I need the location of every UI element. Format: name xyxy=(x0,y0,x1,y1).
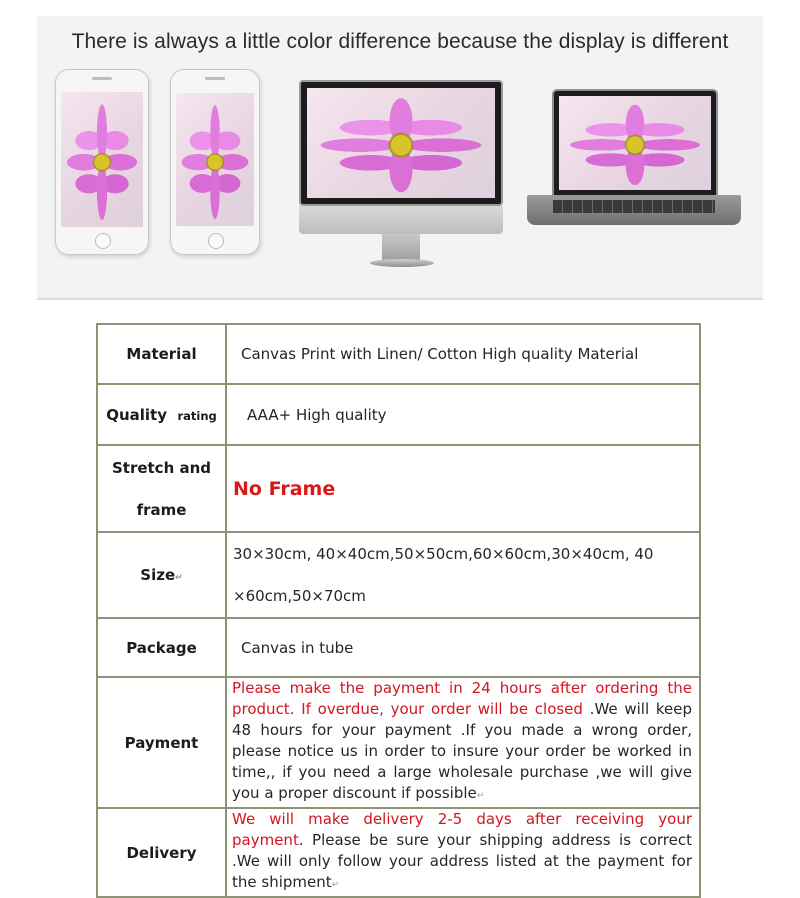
phone-speaker xyxy=(205,77,225,80)
stretch-label-line1: Stretch and xyxy=(111,458,212,477)
monitor-foot xyxy=(370,259,434,267)
size-label-cell xyxy=(97,532,226,618)
return-mark: ↵ xyxy=(331,880,340,890)
phone-front-image xyxy=(55,69,149,255)
quality-label-small: rating xyxy=(177,408,217,423)
spec-row-material xyxy=(97,324,700,384)
return-mark: ↵ xyxy=(175,573,183,583)
quality-value: AAA+ High quality xyxy=(226,384,700,445)
monitor-stand xyxy=(382,234,420,262)
material-label: Material xyxy=(97,324,226,384)
delivery-notice: . Please be sure your shipping address is correct .We will only follow your address listed at the payment for the shipment xyxy=(232,831,692,891)
flower-screen xyxy=(559,96,711,190)
payment-notice-red: Please make the payment in 24 hours after ordering the product. If overdue, your order will be closed xyxy=(232,679,692,718)
spec-row-package xyxy=(97,618,700,677)
return-mark: ↵ xyxy=(476,791,485,801)
flower-screen xyxy=(307,88,495,198)
delivery-value-cell xyxy=(226,808,700,897)
desktop-monitor-image xyxy=(299,80,503,206)
delivery-label: Delivery xyxy=(97,808,226,897)
payment-value-cell xyxy=(226,677,700,808)
payment-label: Payment xyxy=(97,677,226,808)
product-spec-table xyxy=(96,323,701,898)
size-values-line2: ×60cm,50×70cm xyxy=(233,587,366,605)
spec-row-size xyxy=(97,532,700,618)
spec-row-delivery xyxy=(97,808,700,897)
display-difference-banner xyxy=(37,16,763,300)
stretch-label-line2: frame xyxy=(136,500,187,519)
spec-row-stretch xyxy=(97,445,700,532)
home-button-icon xyxy=(95,233,111,249)
package-value: Canvas in tube xyxy=(226,618,700,677)
size-value-cell xyxy=(226,532,700,618)
laptop-image xyxy=(552,89,718,197)
laptop-base xyxy=(527,195,741,225)
size-label: Size xyxy=(140,566,176,584)
package-label: Package xyxy=(97,618,226,677)
banner-title: There is always a little color difference because the display is different xyxy=(71,30,729,53)
no-frame-value: No Frame xyxy=(233,477,336,500)
monitor-chin xyxy=(299,206,503,234)
flower-screen xyxy=(61,92,143,227)
phone-speaker xyxy=(92,77,112,80)
flower-screen xyxy=(176,93,254,226)
payment-notice: .We will keep 48 hours for your payment .If you made a wrong order, please notice us in order to insure your order be worked in time,, if you need a large wholesale purchase ,we will give you a proper discount if possible xyxy=(232,700,692,802)
material-value: Canvas Print with Linen/ Cotton High quality Material xyxy=(226,324,700,384)
delivery-notice-red: We will make delivery 2-5 days after receiving your payment xyxy=(232,810,692,849)
size-values-line1: 30×30cm, 40×40cm,50×50cm,60×60cm,30×40cm, 40 xyxy=(233,545,654,563)
stretch-label-cell xyxy=(97,445,226,532)
spec-row-payment xyxy=(97,677,700,808)
laptop-keyboard xyxy=(553,200,715,213)
quality-label: Quality xyxy=(106,405,168,424)
stretch-value-cell xyxy=(226,445,700,532)
quality-label-cell xyxy=(97,384,226,445)
home-button-icon xyxy=(208,233,224,249)
phone-iphone-image xyxy=(170,69,260,255)
spec-row-quality xyxy=(97,384,700,445)
